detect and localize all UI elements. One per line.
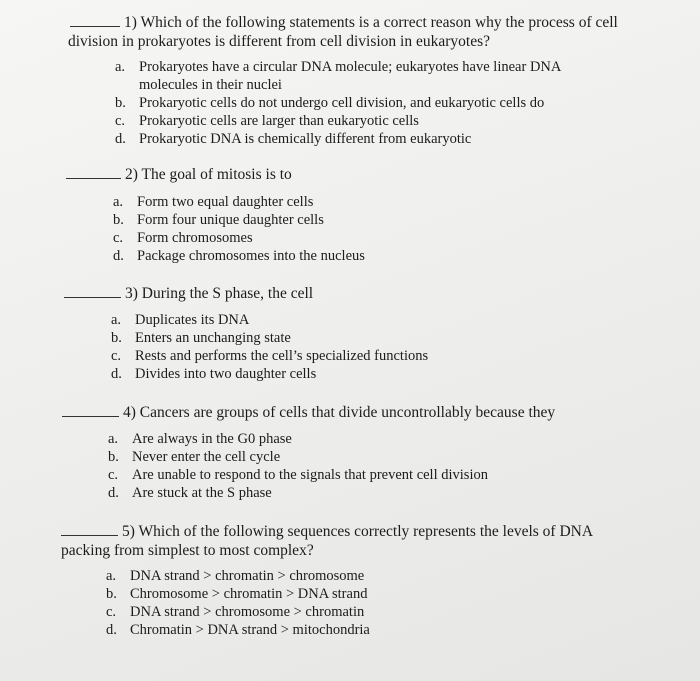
- option-letter: c.: [106, 604, 117, 620]
- option-text: Form two equal daughter cells: [137, 194, 314, 210]
- option-letter: d.: [108, 485, 119, 501]
- answer-blank-4[interactable]: [62, 404, 119, 417]
- question-4-option-a: [108, 430, 488, 448]
- question-5-options: [106, 567, 370, 639]
- option-text: Chromatin > DNA strand > mitochondria: [130, 622, 370, 638]
- option-letter: c.: [113, 230, 124, 246]
- question-2-option-d: [113, 247, 365, 265]
- question-1-number: 1): [124, 14, 137, 31]
- option-text: Are always in the G0 phase: [132, 431, 292, 447]
- question-4-option-b: [108, 448, 488, 466]
- answer-blank-1[interactable]: [70, 14, 120, 27]
- option-text-continued: molecules in their nuclei: [139, 77, 282, 93]
- question-4-stem-text: Cancers are groups of cells that divide uncontrollably because they: [139, 404, 556, 421]
- option-letter: a.: [115, 59, 126, 75]
- question-1-option-b: [115, 94, 561, 112]
- question-1-option-a: [115, 58, 561, 94]
- question-5-number: 5): [122, 523, 135, 540]
- option-letter: b.: [115, 95, 126, 111]
- option-text: Are stuck at the S phase: [132, 485, 272, 501]
- option-letter: b.: [111, 330, 122, 346]
- option-text: Enters an unchanging state: [135, 330, 291, 346]
- option-letter: b.: [106, 586, 117, 602]
- option-letter: d.: [115, 131, 126, 147]
- question-4-number: 4): [123, 404, 136, 421]
- question-2-options: [113, 193, 365, 265]
- question-2: [66, 165, 292, 184]
- option-text: Prokaryotic DNA is chemically different from eukaryotic: [139, 131, 472, 147]
- question-4-stem-line-1: [62, 403, 555, 422]
- option-text: Prokaryotes have a circular DNA molecule; eukaryotes have linear DNA: [139, 59, 562, 75]
- question-4-options: [108, 430, 488, 502]
- question-1: [68, 13, 618, 51]
- option-letter: d.: [106, 622, 117, 638]
- question-1-options: [115, 58, 561, 148]
- question-5: [61, 522, 593, 560]
- option-text: Chromosome > chromatin > DNA strand: [130, 586, 368, 602]
- question-5-option-b: [106, 585, 370, 603]
- question-4: [62, 403, 555, 422]
- option-letter: a.: [111, 312, 122, 328]
- option-text: Prokaryotic cells are larger than eukaryotic cells: [139, 113, 419, 129]
- question-5-stem-line-1: [61, 522, 593, 541]
- question-3-number: 3): [125, 285, 138, 302]
- option-text: Duplicates its DNA: [135, 312, 250, 328]
- option-text: Divides into two daughter cells: [135, 366, 317, 382]
- option-letter: c.: [115, 113, 126, 129]
- question-3-option-c: [111, 347, 428, 365]
- question-3: [64, 284, 313, 303]
- question-2-stem-line-1: [66, 165, 292, 184]
- question-3-option-b: [111, 329, 428, 347]
- option-letter: a.: [108, 431, 119, 447]
- question-4-option-c: [108, 466, 488, 484]
- option-letter: d.: [113, 248, 124, 264]
- question-5-option-d: [106, 621, 370, 639]
- question-5-option-a: [106, 567, 370, 585]
- option-letter: d.: [111, 366, 122, 382]
- question-4-option-d: [108, 484, 488, 502]
- option-text: Form chromosomes: [137, 230, 253, 246]
- option-letter: a.: [113, 194, 124, 210]
- answer-blank-5[interactable]: [61, 523, 118, 536]
- question-1-option-d: [115, 130, 561, 148]
- option-text: Never enter the cell cycle: [132, 449, 281, 465]
- question-1-stem-line-2: division in prokaryotes is different from cell division in eukaryotes?: [68, 33, 490, 50]
- option-text: Are unable to respond to the signals that prevent cell division: [132, 467, 488, 483]
- option-text: Package chromosomes into the nucleus: [137, 248, 365, 264]
- question-5-option-c: [106, 603, 370, 621]
- question-2-number: 2): [125, 166, 138, 183]
- option-letter: b.: [108, 449, 119, 465]
- question-2-option-a: [113, 193, 365, 211]
- question-2-option-c: [113, 229, 365, 247]
- option-letter: c.: [111, 348, 122, 364]
- question-3-stem-text: During the S phase, the cell: [141, 285, 314, 302]
- question-3-option-a: [111, 311, 428, 329]
- question-3-stem-line-1: [64, 284, 313, 303]
- question-3-options: [111, 311, 428, 383]
- option-text: DNA strand > chromosome > chromatin: [130, 604, 365, 620]
- option-letter: b.: [113, 212, 124, 228]
- answer-blank-3[interactable]: [64, 285, 121, 298]
- option-text: Prokaryotic cells do not undergo cell division, and eukaryotic cells do: [139, 95, 545, 111]
- option-text: Form four unique daughter cells: [137, 212, 324, 228]
- option-letter: a.: [106, 568, 117, 584]
- option-text: DNA strand > chromatin > chromosome: [130, 568, 365, 584]
- question-1-option-c: [115, 112, 561, 130]
- question-2-option-b: [113, 211, 365, 229]
- question-2-stem-text: The goal of mitosis is to: [141, 166, 292, 183]
- question-1-stem-text: Which of the following statements is a correct reason why the process of cell: [140, 14, 618, 31]
- answer-blank-2[interactable]: [66, 166, 121, 179]
- option-letter: c.: [108, 467, 119, 483]
- question-3-option-d: [111, 365, 428, 383]
- question-1-stem-line-1: [68, 13, 618, 32]
- question-5-stem-text: Which of the following sequences correctly represents the levels of DNA: [138, 523, 594, 540]
- option-text: Rests and performs the cell’s specialized functions: [135, 348, 429, 364]
- question-5-stem-line-2: packing from simplest to most complex?: [61, 542, 314, 559]
